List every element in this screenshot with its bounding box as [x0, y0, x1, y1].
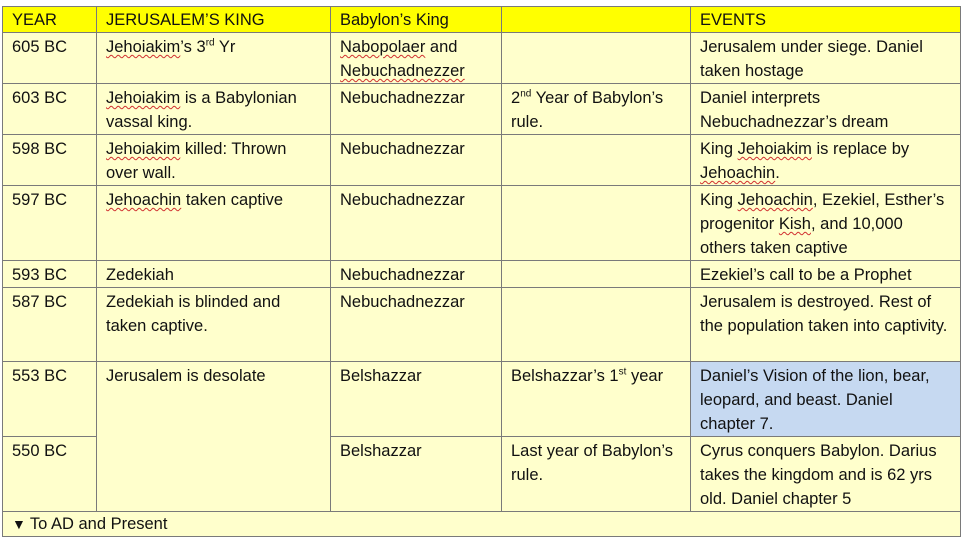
cell-year: 553 BC: [3, 362, 97, 437]
cell-year: 550 BC: [3, 437, 97, 512]
cell-event: Daniel interprets Nebuchadnezzar’s dream: [691, 84, 961, 135]
footer-row: [3, 512, 961, 537]
cell-babylon-rule: [502, 135, 691, 186]
to-ad-link[interactable]: [3, 512, 961, 537]
cell-year: 587 BC: [3, 288, 97, 362]
cell-babylon-king: Nebuchadnezzar: [331, 186, 502, 261]
header-babylon-rule: [502, 7, 691, 33]
cell-babylon-king: Nebuchadnezzar: [331, 135, 502, 186]
table-row: [3, 362, 961, 437]
cell-event: King Jehoachin, Ezekiel, Esther’s progenitor Kish, and 10,000 others taken captive: [691, 186, 961, 261]
cell-event: King Jehoiakim is replace by Jehoachin.: [691, 135, 961, 186]
cell-jerusalem-king: Jehoachin taken captive: [97, 186, 331, 261]
table-row: [3, 288, 961, 362]
header-year: YEAR: [3, 7, 97, 33]
cell-event: Jerusalem under siege. Daniel taken hostage: [691, 33, 961, 84]
cell-babylon-rule: [502, 186, 691, 261]
cell-babylon-king: Nabopolaer and Nebuchadnezzer: [331, 33, 502, 84]
cell-year: 597 BC: [3, 186, 97, 261]
table-row: [3, 261, 961, 288]
cell-babylon-king: Belshazzar: [331, 362, 502, 437]
cell-jerusalem-king: Zedekiah: [97, 261, 331, 288]
cell-babylon-king: Nebuchadnezzar: [331, 261, 502, 288]
cell-babylon-rule: [502, 288, 691, 362]
cell-jerusalem-king: Jehoiakim killed: Thrown over wall.: [97, 135, 331, 186]
cell-babylon-rule: [502, 33, 691, 84]
cell-babylon-king: Nebuchadnezzar: [331, 288, 502, 362]
cell-event: Ezekiel’s call to be a Prophet: [691, 261, 961, 288]
cell-babylon-king: Belshazzar: [331, 437, 502, 512]
cell-jerusalem-king: Jerusalem is desolate: [97, 362, 331, 512]
cell-jerusalem-king: Jehoiakim’s 3rd Yr: [97, 33, 331, 84]
cell-year: 593 BC: [3, 261, 97, 288]
header-row: [3, 7, 961, 33]
cell-event: Cyrus conquers Babylon. Darius takes the kingdom and is 62 yrs old. Daniel chapter 5: [691, 437, 961, 512]
table-row: [3, 84, 961, 135]
cell-year: 598 BC: [3, 135, 97, 186]
triangle-down-icon: ▼: [12, 516, 26, 532]
cell-jerusalem-king: Zedekiah is blinded and taken captive.: [97, 288, 331, 362]
timeline-table: [2, 6, 961, 537]
cell-jerusalem-king: Jehoiakim is a Babylonian vassal king.: [97, 84, 331, 135]
cell-babylon-rule: Last year of Babylon’s rule.: [502, 437, 691, 512]
cell-event: Jerusalem is destroyed. Rest of the population taken into captivity.: [691, 288, 961, 362]
cell-year: 605 BC: [3, 33, 97, 84]
header-jerusalem-king: JERUSALEM’S KING: [97, 7, 331, 33]
cell-year: 603 BC: [3, 84, 97, 135]
cell-babylon-king: Nebuchadnezzar: [331, 84, 502, 135]
cell-event-highlighted: Daniel’s Vision of the lion, bear, leopard, and beast. Daniel chapter 7.: [691, 362, 961, 437]
cell-babylon-rule: Belshazzar’s 1st year: [502, 362, 691, 437]
table-row: [3, 135, 961, 186]
header-babylon-king: Babylon’s King: [331, 7, 502, 33]
cell-babylon-rule: [502, 261, 691, 288]
to-ad-label[interactable]: To AD and Present: [29, 515, 168, 533]
header-events: EVENTS: [691, 7, 961, 33]
table-row: [3, 33, 961, 84]
cell-babylon-rule: 2nd Year of Babylon’s rule.: [502, 84, 691, 135]
table-row: [3, 186, 961, 261]
